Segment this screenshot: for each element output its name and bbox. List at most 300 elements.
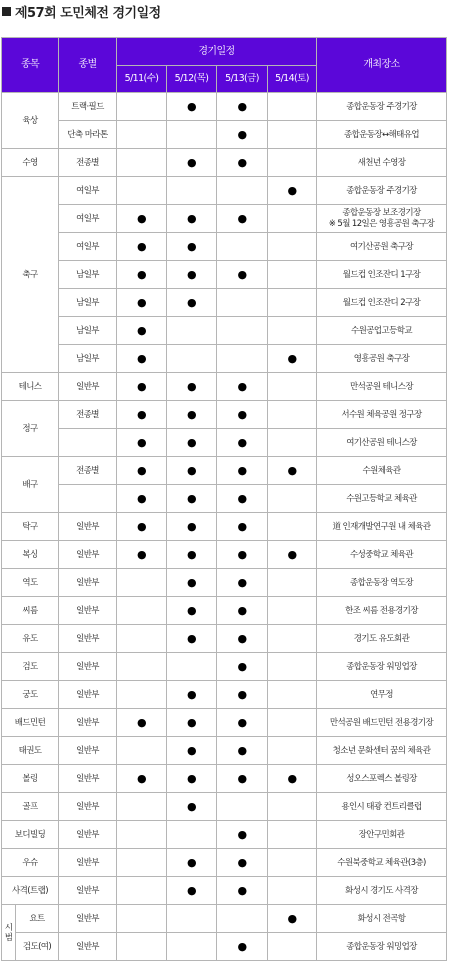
- category-cell: 여일부: [59, 233, 117, 261]
- venue-cell: [317, 541, 447, 569]
- scheduled-dot-icon: ●: [237, 575, 247, 589]
- category-cell: 일반부: [59, 373, 117, 401]
- category-cell: 일반부: [59, 709, 117, 737]
- day-cell: [167, 373, 217, 401]
- scheduled-dot-icon: ●: [137, 239, 146, 253]
- day-cell: [268, 261, 317, 289]
- day-cell: [217, 345, 268, 373]
- venue-cell: [317, 317, 447, 345]
- venue-cell: [317, 709, 447, 737]
- venue-text: 용인시 태광 컨트리클럽: [341, 801, 422, 812]
- table-row: [2, 653, 447, 681]
- day-cell: [117, 849, 167, 877]
- header-date: 5/14(토): [268, 66, 317, 93]
- sport-cell: 우슈: [2, 849, 59, 877]
- scheduled-dot-icon: ●: [237, 855, 247, 869]
- venue-text: 종합운동장 보조경기장: [342, 207, 421, 218]
- day-cell: [268, 709, 317, 737]
- scheduled-dot-icon: ●: [137, 715, 146, 729]
- venue-text: 여기산공원 축구장: [350, 241, 413, 252]
- category-cell: 일반부: [59, 653, 117, 681]
- scheduled-dot-icon: ●: [237, 687, 247, 701]
- day-cell: [167, 429, 217, 457]
- table-row: [2, 373, 447, 401]
- venue-text: 청소년 문화센터 꿈의 체육관: [332, 745, 431, 756]
- table-row: [2, 877, 447, 905]
- scheduled-dot-icon: ●: [137, 519, 146, 533]
- day-cell: [217, 793, 268, 821]
- day-cell: [117, 485, 167, 513]
- venue-cell: [317, 233, 447, 261]
- scheduled-dot-icon: ●: [237, 743, 247, 757]
- header-sport: 종목: [2, 38, 59, 93]
- scheduled-dot-icon: ●: [187, 631, 196, 645]
- venue-text: 종합운동장 워밍업장: [346, 661, 417, 672]
- venue-text: 종합운동장 워밍업장: [346, 941, 417, 952]
- sport-cell: 복싱: [2, 541, 59, 569]
- scheduled-dot-icon: ●: [137, 267, 146, 281]
- day-cell: [167, 457, 217, 485]
- venue-text: 여기산공원 테니스장: [346, 437, 417, 448]
- day-cell: [167, 485, 217, 513]
- scheduled-dot-icon: ●: [287, 771, 297, 785]
- table-row: [2, 485, 447, 513]
- day-cell: [268, 765, 317, 793]
- category-cell: 남일부: [59, 317, 117, 345]
- day-cell: [268, 289, 317, 317]
- day-cell: [167, 401, 217, 429]
- venue-cell: [317, 765, 447, 793]
- category-cell: 일반부: [59, 793, 117, 821]
- venue-cell: [317, 121, 447, 149]
- scheduled-dot-icon: ●: [187, 407, 196, 421]
- category-cell: 남일부: [59, 261, 117, 289]
- venue-text: 새천년 수영장: [357, 157, 406, 168]
- day-cell: [217, 765, 268, 793]
- day-cell: [117, 513, 167, 541]
- sport-cell: 탁구: [2, 513, 59, 541]
- sport-cell: 궁도: [2, 681, 59, 709]
- day-cell: [117, 653, 167, 681]
- scheduled-dot-icon: ●: [137, 323, 146, 337]
- day-cell: [268, 877, 317, 905]
- day-cell: [217, 373, 268, 401]
- square-bullet-icon: [2, 7, 11, 16]
- day-cell: [217, 681, 268, 709]
- day-cell: [268, 541, 317, 569]
- venue-text: 장안구민회관: [358, 829, 405, 840]
- scheduled-dot-icon: ●: [137, 379, 146, 393]
- scheduled-dot-icon: ●: [287, 183, 297, 197]
- day-cell: [217, 485, 268, 513]
- sport-cell: 검도: [2, 653, 59, 681]
- table-row: [2, 709, 447, 737]
- sport-cell: 요트: [16, 905, 59, 933]
- table-row: [2, 821, 447, 849]
- day-cell: [167, 541, 217, 569]
- venue-text: 道 인재개발연구원 내 체육관: [332, 521, 431, 532]
- day-cell: [217, 93, 268, 121]
- scheduled-dot-icon: ●: [237, 547, 247, 561]
- scheduled-dot-icon: ●: [237, 435, 247, 449]
- table-row: [2, 793, 447, 821]
- scheduled-dot-icon: ●: [187, 883, 196, 897]
- venue-cell: [317, 401, 447, 429]
- category-cell: 일반부: [59, 765, 117, 793]
- scheduled-dot-icon: ●: [137, 211, 146, 225]
- day-cell: [117, 681, 167, 709]
- venue-cell: [317, 93, 447, 121]
- venue-cell: [317, 485, 447, 513]
- scheduled-dot-icon: ●: [137, 491, 146, 505]
- day-cell: [117, 149, 167, 177]
- venue-text: 서수원 체육공원 정구장: [341, 409, 422, 420]
- header-venue: 개최장소: [317, 38, 447, 93]
- day-cell: [167, 681, 217, 709]
- day-cell: [117, 933, 167, 961]
- venue-text: 월드컵 인조잔디 2구장: [342, 297, 421, 308]
- day-cell: [117, 261, 167, 289]
- day-cell: [167, 317, 217, 345]
- sport-cell: 사격(트랩): [2, 877, 59, 905]
- day-cell: [268, 177, 317, 205]
- sport-cell: 육상: [2, 93, 59, 149]
- day-cell: [217, 849, 268, 877]
- day-cell: [117, 429, 167, 457]
- day-cell: [117, 793, 167, 821]
- table-row: [2, 289, 447, 317]
- day-cell: [117, 373, 167, 401]
- scheduled-dot-icon: ●: [237, 883, 247, 897]
- day-cell: [217, 205, 268, 233]
- venue-text: 화성시 전곡항: [357, 913, 406, 924]
- venue-cell: [317, 177, 447, 205]
- sport-cell: 배드민턴: [2, 709, 59, 737]
- category-cell: 단축 마라톤: [59, 121, 117, 149]
- venue-text: 수성중학교 체육관: [350, 549, 413, 560]
- day-cell: [167, 233, 217, 261]
- header-category: 종별: [59, 38, 117, 93]
- day-cell: [167, 849, 217, 877]
- scheduled-dot-icon: ●: [237, 827, 247, 841]
- category-cell: [59, 429, 117, 457]
- scheduled-dot-icon: ●: [237, 211, 247, 225]
- day-cell: [268, 905, 317, 933]
- day-cell: [117, 233, 167, 261]
- table-row: [2, 345, 447, 373]
- table-row: [2, 149, 447, 177]
- table-row: [2, 261, 447, 289]
- day-cell: [217, 597, 268, 625]
- header-schedule: 경기일정: [117, 38, 317, 66]
- scheduled-dot-icon: ●: [187, 295, 196, 309]
- venue-cell: [317, 261, 447, 289]
- scheduled-dot-icon: ●: [287, 547, 297, 561]
- venue-text: 경기도 유도회관: [353, 633, 410, 644]
- venue-text: 종합운동장↔해태유업: [343, 129, 420, 140]
- scheduled-dot-icon: ●: [187, 575, 196, 589]
- day-cell: [167, 625, 217, 653]
- day-cell: [217, 401, 268, 429]
- table-row: [2, 737, 447, 765]
- venue-text: 한조 씨름 전용경기장: [345, 605, 418, 616]
- day-cell: [217, 233, 268, 261]
- category-cell: 전종별: [59, 401, 117, 429]
- table-row: [2, 765, 447, 793]
- day-cell: [117, 93, 167, 121]
- day-cell: [268, 569, 317, 597]
- table-row: [2, 849, 447, 877]
- sport-cell: 유도: [2, 625, 59, 653]
- category-cell: 일반부: [59, 513, 117, 541]
- day-cell: [167, 709, 217, 737]
- day-cell: [217, 317, 268, 345]
- table-row: [2, 569, 447, 597]
- sport-cell: 씨름: [2, 597, 59, 625]
- day-cell: [117, 401, 167, 429]
- venue-text: 수원고등학교 체육관: [346, 493, 417, 504]
- scheduled-dot-icon: ●: [187, 239, 196, 253]
- category-cell: 일반부: [59, 597, 117, 625]
- day-cell: [217, 625, 268, 653]
- schedule-body: [2, 93, 447, 961]
- day-cell: [117, 317, 167, 345]
- venue-text: 월드컵 인조잔디 1구장: [342, 269, 421, 280]
- sport-cell: 배구: [2, 457, 59, 513]
- day-cell: [117, 569, 167, 597]
- scheduled-dot-icon: ●: [137, 295, 146, 309]
- day-cell: [217, 709, 268, 737]
- day-cell: [268, 737, 317, 765]
- day-cell: [268, 849, 317, 877]
- category-cell: 일반부: [59, 905, 117, 933]
- scheduled-dot-icon: ●: [237, 519, 247, 533]
- sport-cell: 골프: [2, 793, 59, 821]
- day-cell: [117, 625, 167, 653]
- venue-note: ※ 5월 12일은 영흥공원 축구장: [328, 218, 435, 229]
- sport-cell: 정구: [2, 401, 59, 457]
- scheduled-dot-icon: ●: [187, 855, 196, 869]
- scheduled-dot-icon: ●: [287, 911, 297, 925]
- category-cell: 일반부: [59, 737, 117, 765]
- day-cell: [217, 261, 268, 289]
- day-cell: [217, 457, 268, 485]
- scheduled-dot-icon: ●: [187, 547, 196, 561]
- day-cell: [167, 177, 217, 205]
- day-cell: [268, 373, 317, 401]
- venue-text: 연무정: [370, 689, 393, 700]
- table-row: [2, 905, 447, 933]
- category-cell: 일반부: [59, 681, 117, 709]
- sport-cell: 축구: [2, 177, 59, 373]
- day-cell: [268, 121, 317, 149]
- day-cell: [217, 653, 268, 681]
- venue-cell: [317, 849, 447, 877]
- scheduled-dot-icon: ●: [137, 463, 146, 477]
- day-cell: [217, 513, 268, 541]
- table-row: [2, 121, 447, 149]
- venue-cell: [317, 681, 447, 709]
- day-cell: [167, 905, 217, 933]
- day-cell: [268, 597, 317, 625]
- venue-cell: [317, 429, 447, 457]
- day-cell: [217, 121, 268, 149]
- scheduled-dot-icon: ●: [187, 687, 196, 701]
- scheduled-dot-icon: ●: [137, 351, 146, 365]
- category-cell: 전종별: [59, 149, 117, 177]
- venue-cell: [317, 569, 447, 597]
- table-row: [2, 513, 447, 541]
- category-cell: 일반부: [59, 821, 117, 849]
- day-cell: [167, 93, 217, 121]
- day-cell: [117, 121, 167, 149]
- venue-text: 만석공원 테니스장: [350, 381, 413, 392]
- day-cell: [167, 345, 217, 373]
- day-cell: [268, 821, 317, 849]
- sport-cell: 볼링: [2, 765, 59, 793]
- venue-cell: [317, 793, 447, 821]
- scheduled-dot-icon: ●: [137, 407, 146, 421]
- category-cell: 여일부: [59, 177, 117, 205]
- scheduled-dot-icon: ●: [187, 715, 196, 729]
- scheduled-dot-icon: ●: [237, 127, 247, 141]
- day-cell: [268, 93, 317, 121]
- scheduled-dot-icon: ●: [187, 519, 196, 533]
- scheduled-dot-icon: ●: [187, 799, 196, 813]
- sport-cell: 수영: [2, 149, 59, 177]
- day-cell: [268, 457, 317, 485]
- day-cell: [167, 261, 217, 289]
- scheduled-dot-icon: ●: [287, 463, 297, 477]
- day-cell: [268, 681, 317, 709]
- venue-cell: [317, 625, 447, 653]
- category-cell: 일반부: [59, 625, 117, 653]
- table-row: [2, 597, 447, 625]
- scheduled-dot-icon: ●: [187, 491, 196, 505]
- scheduled-dot-icon: ●: [237, 715, 247, 729]
- sport-cell: 검도(여): [16, 933, 59, 961]
- day-cell: [217, 877, 268, 905]
- table-row: [2, 177, 447, 205]
- demo-group-char: 시: [4, 922, 13, 933]
- sport-cell: 태권도: [2, 737, 59, 765]
- venue-cell: [317, 933, 447, 961]
- day-cell: [117, 289, 167, 317]
- day-cell: [217, 569, 268, 597]
- day-cell: [167, 821, 217, 849]
- day-cell: [117, 709, 167, 737]
- scheduled-dot-icon: ●: [237, 939, 247, 953]
- scheduled-dot-icon: ●: [187, 99, 196, 113]
- venue-text: 종합운동장 주경기장: [346, 185, 417, 196]
- scheduled-dot-icon: ●: [237, 603, 247, 617]
- day-cell: [217, 149, 268, 177]
- day-cell: [268, 429, 317, 457]
- scheduled-dot-icon: ●: [287, 351, 297, 365]
- day-cell: [268, 233, 317, 261]
- table-row: [2, 429, 447, 457]
- scheduled-dot-icon: ●: [187, 155, 196, 169]
- scheduled-dot-icon: ●: [187, 211, 196, 225]
- venue-cell: [317, 205, 447, 233]
- day-cell: [217, 821, 268, 849]
- venue-text: 수원체육관: [362, 465, 401, 476]
- venue-cell: [317, 905, 447, 933]
- scheduled-dot-icon: ●: [237, 99, 247, 113]
- category-cell: 남일부: [59, 345, 117, 373]
- day-cell: [167, 569, 217, 597]
- venue-cell: [317, 737, 447, 765]
- day-cell: [217, 289, 268, 317]
- venue-text: 성오스포렉스 볼링장: [346, 773, 417, 784]
- table-row: [2, 457, 447, 485]
- scheduled-dot-icon: ●: [237, 659, 247, 673]
- day-cell: [117, 457, 167, 485]
- scheduled-dot-icon: ●: [187, 463, 196, 477]
- scheduled-dot-icon: ●: [187, 435, 196, 449]
- category-cell: 일반부: [59, 541, 117, 569]
- day-cell: [167, 793, 217, 821]
- table-row: [2, 93, 447, 121]
- venue-cell: [317, 345, 447, 373]
- day-cell: [217, 933, 268, 961]
- day-cell: [167, 121, 217, 149]
- venue-text: 만석공원 배드민턴 전용경기장: [329, 717, 434, 728]
- scheduled-dot-icon: ●: [137, 771, 146, 785]
- day-cell: [117, 877, 167, 905]
- header-date: 5/12(목): [167, 66, 217, 93]
- category-cell: 여일부: [59, 205, 117, 233]
- day-cell: [268, 345, 317, 373]
- day-cell: [268, 513, 317, 541]
- venue-cell: [317, 877, 447, 905]
- day-cell: [217, 541, 268, 569]
- sport-cell: 보디빌딩: [2, 821, 59, 849]
- day-cell: [217, 737, 268, 765]
- table-row: [2, 401, 447, 429]
- table-row: [2, 625, 447, 653]
- title-text: 제57회 도민체전 경기일정: [15, 5, 161, 21]
- day-cell: [117, 821, 167, 849]
- scheduled-dot-icon: ●: [237, 631, 247, 645]
- day-cell: [117, 205, 167, 233]
- venue-text: 종합운동장 역도장: [350, 577, 413, 588]
- day-cell: [167, 597, 217, 625]
- scheduled-dot-icon: ●: [137, 435, 146, 449]
- scheduled-dot-icon: ●: [237, 463, 247, 477]
- scheduled-dot-icon: ●: [187, 379, 196, 393]
- schedule-table: [1, 37, 447, 961]
- day-cell: [217, 429, 268, 457]
- scheduled-dot-icon: ●: [237, 771, 247, 785]
- category-cell: 일반부: [59, 849, 117, 877]
- day-cell: [117, 737, 167, 765]
- day-cell: [117, 905, 167, 933]
- scheduled-dot-icon: ●: [237, 491, 247, 505]
- venue-text: 영흥공원 축구장: [353, 353, 410, 364]
- venue-text: 수원공업고등학교: [351, 325, 412, 336]
- day-cell: [117, 177, 167, 205]
- category-cell: 일반부: [59, 877, 117, 905]
- header-date: 5/13(금): [217, 66, 268, 93]
- demo-group-label: [2, 905, 16, 961]
- day-cell: [268, 485, 317, 513]
- day-cell: [268, 793, 317, 821]
- venue-cell: [317, 597, 447, 625]
- venue-cell: [317, 289, 447, 317]
- category-cell: 남일부: [59, 289, 117, 317]
- category-cell: 트랙·필드: [59, 93, 117, 121]
